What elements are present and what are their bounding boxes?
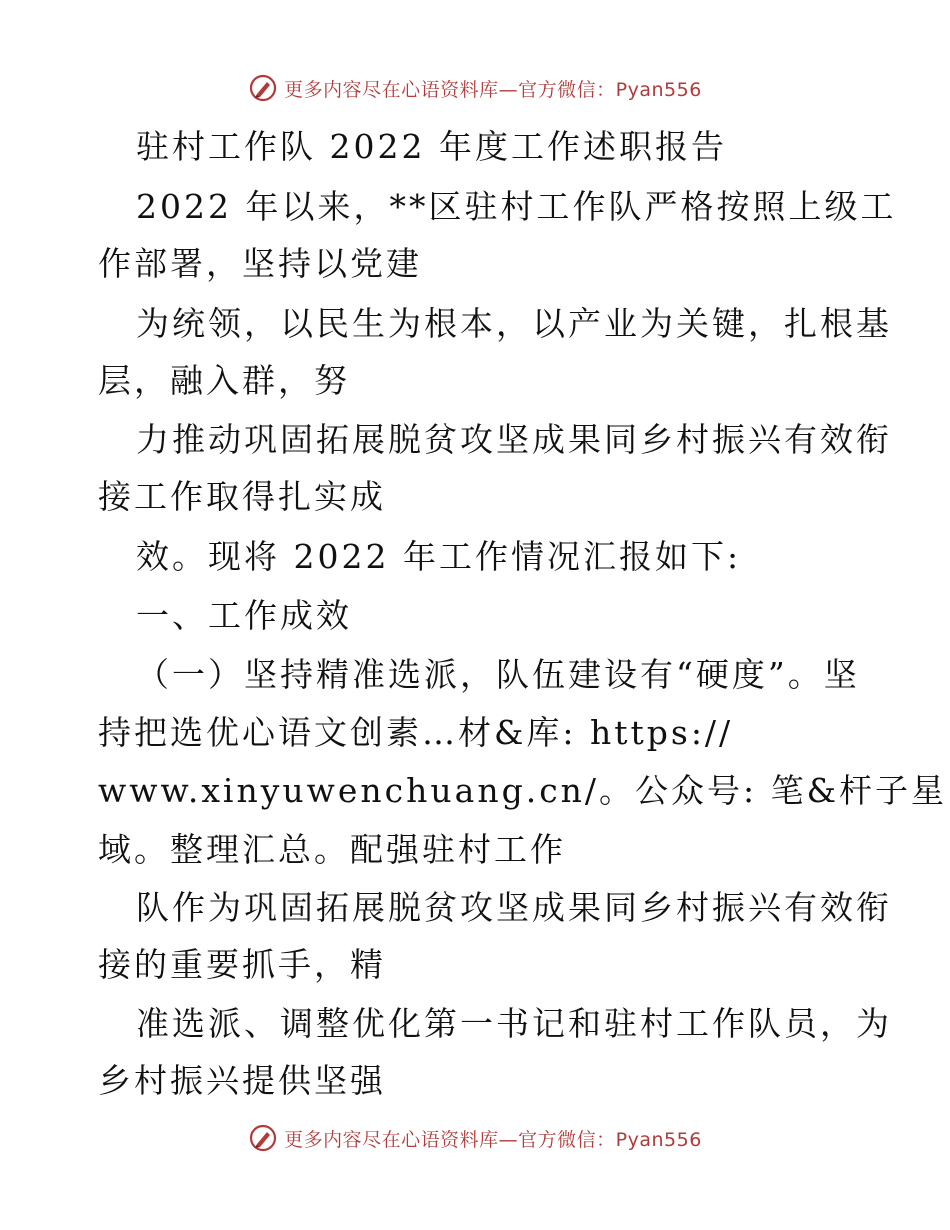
section-heading: 一、工作成效 (136, 596, 352, 635)
paragraph-line-12: 域。整理汇总。配强驻村工作 (98, 830, 566, 869)
paragraph-line-6: 接工作取得扎实成 (98, 477, 386, 516)
paragraph-line-10: 持把选优心语文创素…材&库: https:// (98, 713, 734, 752)
document-title: 驻村工作队 2022 年度工作述职报告 (136, 127, 727, 166)
paragraph-line-14: 接的重要抓手，精 (98, 945, 386, 984)
pen-logo-icon (248, 1123, 278, 1153)
paragraph-line-3: 为统领，以民生为根本，以产业为关键，扎根基 (136, 304, 892, 343)
paragraph-line-5: 力推动巩固拓展脱贫攻坚成果同乡村振兴有效衔 (136, 420, 892, 459)
paragraph-line-15: 准选派、调整优化第一书记和驻村工作队员，为 (136, 1004, 892, 1043)
paragraph-line-13: 队作为巩固拓展脱贫攻坚成果同乡村振兴有效衔 (136, 888, 892, 927)
paragraph-line-7: 效。现将 2022 年工作情况汇报如下: (136, 537, 742, 576)
paragraph-line-1: 2022 年以来，**区驻村工作队严格按照上级工 (136, 187, 897, 226)
paragraph-line-4: 层，融入群，努 (98, 361, 350, 400)
paragraph-line-2: 作部署，坚持以党建 (98, 244, 422, 283)
paragraph-line-11: www.xinyuwenchuang.cn/。公众号: 笔&杆子星 (98, 771, 948, 810)
footer-watermark-banner (0, 1118, 950, 1158)
paragraph-line-16: 乡村振兴提供坚强 (98, 1061, 386, 1100)
header-watermark-text: 更多内容尽在心语资料库—官方微信：Pyan556 (284, 78, 702, 101)
footer-watermark-text: 更多内容尽在心语资料库—官方微信：Pyan556 (284, 1128, 702, 1151)
paragraph-line-9: （一）坚持精准选派，队伍建设有“硬度”。坚 (136, 655, 860, 694)
